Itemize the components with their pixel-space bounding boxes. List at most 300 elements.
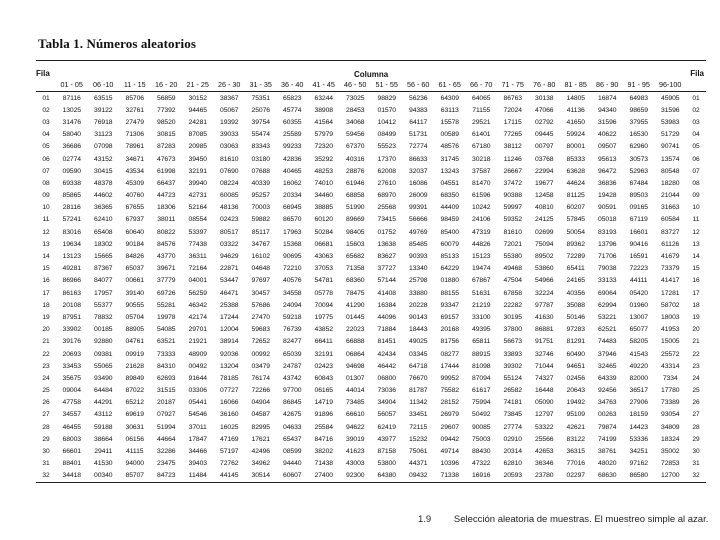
table-cell: 90416: [629, 240, 648, 248]
table-cell: 65077: [629, 326, 648, 334]
table-cell: 64983: [629, 94, 648, 102]
table-cell: 57241: [62, 216, 81, 224]
table-cell: 65408: [94, 228, 113, 236]
table-row: [36, 214, 706, 226]
table-cell: 60607: [283, 472, 302, 480]
table-cell: 15603: [346, 240, 365, 248]
table-cell: 75061: [409, 448, 428, 456]
table-cell: 03322: [220, 240, 239, 248]
table-cell: 62810: [503, 460, 522, 468]
table-cell: 34962: [251, 460, 270, 468]
table-cell: 36346: [535, 460, 554, 468]
table-cell: 76739: [283, 326, 302, 334]
table-cell: 16448: [535, 387, 554, 395]
row-values: [56, 119, 686, 126]
table-row: [36, 190, 706, 202]
table-cell: 85485: [409, 240, 428, 248]
table-cell: 70003: [251, 204, 270, 212]
table-cell: 69726: [157, 289, 176, 297]
table-row: [36, 153, 706, 165]
table-cell: 94629: [220, 253, 239, 261]
table-cell: 59218: [283, 313, 302, 321]
row-number-right: 04: [692, 131, 700, 139]
table-cell: 90695: [283, 253, 302, 261]
table-cell: 69619: [125, 411, 144, 419]
table-cell: 19428: [598, 192, 617, 200]
row-number-right: 16: [692, 277, 700, 285]
row-values: [56, 411, 686, 418]
table-cell: 13123: [62, 253, 81, 261]
table-row: [36, 445, 706, 457]
table-cell: 05441: [188, 399, 207, 407]
table-cell: 63113: [440, 106, 459, 114]
table-cell: 49769: [409, 228, 428, 236]
table-cell: 41630: [535, 313, 554, 321]
table-cell: 35292: [314, 155, 333, 163]
table-cell: 42836: [283, 155, 302, 163]
table-cell: 54085: [157, 326, 176, 334]
table-cell: 62693: [157, 374, 176, 382]
row-values: [56, 363, 686, 370]
table-cell: 83343: [251, 143, 270, 151]
table-cell: 34904: [377, 399, 396, 407]
row-values: [56, 375, 686, 382]
table-cell: 88905: [125, 326, 144, 334]
table-cell: 31476: [62, 118, 81, 126]
table-cell: 38908: [314, 106, 333, 114]
table-cell: 40810: [535, 204, 554, 212]
table-cell: 03479: [251, 362, 270, 370]
row-number-right: 30: [692, 448, 700, 456]
table-cell: 24281: [188, 118, 207, 126]
table-cell: 25798: [409, 277, 428, 285]
table-cell: 47066: [535, 106, 554, 114]
table-cell: 10412: [377, 118, 396, 126]
table-cell: 17370: [377, 155, 396, 163]
table-cell: 01880: [440, 277, 459, 285]
table-cell: 21921: [188, 338, 207, 346]
table-cell: 12458: [535, 192, 554, 200]
table-row: [36, 104, 706, 116]
table-cell: 94340: [598, 106, 617, 114]
table-cell: 82000: [629, 374, 648, 382]
table-cell: 16591: [629, 253, 648, 261]
table-cell: 13340: [409, 265, 428, 273]
row-values: [56, 314, 686, 321]
table-cell: 44291: [94, 399, 113, 407]
column-group-header: Columna: [354, 70, 389, 79]
table-cell: 53397: [188, 228, 207, 236]
table-cell: 44014: [346, 387, 365, 395]
table-cell: 27774: [503, 423, 522, 431]
table-cell: 36315: [566, 448, 585, 456]
table-cell: 04551: [440, 179, 459, 187]
table-cell: 03345: [409, 350, 428, 358]
table-cell: 40316: [346, 155, 365, 163]
table-cell: 19474: [472, 265, 491, 273]
row-number-right: 18: [692, 301, 700, 309]
table-cell: 59997: [503, 204, 522, 212]
row-values: [56, 290, 686, 297]
table-cell: 39450: [188, 155, 207, 163]
row-values: [56, 399, 686, 406]
table-cell: 25589: [283, 131, 302, 139]
column-header: 06 -10: [93, 80, 114, 89]
column-header: 16 - 20: [155, 80, 178, 89]
table-cell: 60120: [314, 216, 333, 224]
row-number: 31: [42, 460, 50, 468]
table-cell: 06681: [314, 240, 333, 248]
table-cell: 13638: [377, 240, 396, 248]
table-cell: 13574: [661, 155, 680, 163]
table-cell: 53336: [629, 435, 648, 443]
table-cell: 38112: [503, 143, 522, 151]
table-cell: 78832: [94, 313, 113, 321]
column-header: 11 - 15: [123, 80, 146, 89]
table-cell: 19492: [566, 399, 585, 407]
row-number: 26: [42, 399, 50, 407]
table-cell: 18306: [157, 204, 176, 212]
table-cell: 88915: [472, 350, 491, 358]
table-cell: 47673: [157, 155, 176, 163]
table-cell: 55281: [157, 301, 176, 309]
row-number-right: 31: [692, 460, 700, 468]
table-cell: 75094: [535, 240, 554, 248]
table-cell: 05778: [314, 289, 333, 297]
row-number: 04: [42, 131, 50, 139]
table-cell: 39403: [188, 460, 207, 468]
row-number-right: 01: [692, 94, 700, 102]
table-cell: 20187: [157, 399, 176, 407]
table-cell: 78185: [220, 374, 239, 382]
table-cell: 15665: [94, 253, 113, 261]
table-cell: 33880: [409, 289, 428, 297]
table-cell: 05704: [125, 313, 144, 321]
table-cell: 13007: [629, 313, 648, 321]
table-row: [36, 409, 706, 421]
row-number-right: 22: [692, 350, 700, 358]
table-cell: 64229: [440, 265, 459, 273]
table-row: [36, 141, 706, 153]
table-cell: 39140: [125, 289, 144, 297]
row-values: [56, 95, 686, 102]
table-cell: 41408: [377, 289, 396, 297]
table-cell: 65039: [283, 350, 302, 358]
row-number: 16: [42, 277, 50, 285]
table-cell: 09442: [440, 435, 459, 443]
row-number-right: 26: [692, 399, 700, 407]
table-cell: 86881: [535, 326, 554, 334]
table-cell: 56666: [409, 216, 428, 224]
table-cell: 55380: [503, 253, 522, 261]
table-cell: 05420: [629, 289, 648, 297]
table-cell: 84716: [314, 435, 333, 443]
table-cell: 28876: [346, 167, 365, 175]
row-number-right: 02: [692, 106, 700, 114]
table-cell: 19978: [157, 313, 176, 321]
table-cell: 72164: [188, 265, 207, 273]
table-cell: 34068: [346, 118, 365, 126]
table-cell: 60207: [566, 204, 585, 212]
table-cell: 65682: [346, 253, 365, 261]
table-cell: 19392: [220, 118, 239, 126]
table-cell: 02456: [566, 374, 585, 382]
table-row: [36, 299, 706, 311]
table-cell: 91896: [314, 411, 333, 419]
table-cell: 67484: [629, 179, 648, 187]
table-cell: 71155: [472, 106, 491, 114]
table-cell: 39754: [251, 118, 270, 126]
table-cell: 16916: [472, 472, 491, 480]
table-cell: 60355: [283, 118, 302, 126]
table-cell: 07727: [220, 387, 239, 395]
table-cell: 41290: [346, 301, 365, 309]
table-cell: 53221: [598, 313, 617, 321]
table-cell: 37779: [157, 277, 176, 285]
table-cell: 32746: [535, 350, 554, 358]
table-cell: 81610: [220, 155, 239, 163]
table-row: [36, 336, 706, 348]
table-cell: 99391: [409, 204, 428, 212]
table-row: [36, 421, 706, 433]
row-values: [56, 302, 686, 309]
table-cell: 32465: [598, 362, 617, 370]
table-cell: 33902: [62, 326, 81, 334]
table-cell: 94622: [346, 423, 365, 431]
table-cell: 08554: [188, 216, 207, 224]
table-cell: 71706: [598, 253, 617, 261]
row-number-right: 05: [692, 143, 700, 151]
table-cell: 75003: [472, 435, 491, 443]
table-cell: 34418: [62, 472, 81, 480]
table-cell: 29411: [94, 448, 113, 456]
row-number-right: 27: [692, 411, 700, 419]
table-cell: 41953: [661, 326, 680, 334]
column-header: 36 - 40: [281, 80, 304, 89]
table-cell: 56259: [188, 289, 207, 297]
row-values: [56, 424, 686, 431]
table-cell: 35088: [566, 301, 585, 309]
table-cell: 52963: [629, 167, 648, 175]
table-cell: 41115: [126, 448, 144, 456]
table-cell: 17847: [188, 435, 207, 443]
table-cell: 90388: [503, 192, 522, 200]
table-cell: 79874: [598, 423, 617, 431]
table-cell: 09445: [535, 131, 554, 139]
table-cell: 28152: [440, 399, 459, 407]
table-cell: 33451: [409, 411, 428, 419]
table-cell: 71358: [346, 265, 365, 273]
table-cell: 86570: [283, 216, 302, 224]
table-cell: 05067: [220, 106, 239, 114]
row-number: 14: [42, 253, 50, 261]
table-cell: 49395: [472, 326, 491, 334]
table-cell: 30138: [535, 94, 554, 102]
table-cell: 48909: [188, 350, 207, 358]
table-cell: 92456: [598, 387, 617, 395]
table-cell: 62410: [94, 216, 113, 224]
table-cell: 58040: [62, 131, 81, 139]
table-cell: 42675: [283, 411, 302, 419]
table-cell: 83193: [598, 228, 617, 236]
table-cell: 16874: [598, 94, 617, 102]
table-cell: 30218: [472, 155, 491, 163]
row-values: [56, 180, 686, 187]
table-cell: 60079: [440, 240, 459, 248]
table-cell: 49281: [62, 265, 81, 273]
table-cell: 64117: [409, 118, 428, 126]
table-cell: 64718: [409, 362, 428, 370]
table-cell: 48020: [598, 460, 617, 468]
table-cell: 80517: [220, 228, 239, 236]
table-cell: 34809: [661, 423, 680, 431]
table-cell: 32191: [188, 167, 207, 175]
table-cell: 94440: [283, 460, 302, 468]
table-cell: 37727: [377, 265, 396, 273]
table-cell: 54781: [314, 277, 333, 285]
table-cell: 82995: [251, 423, 270, 431]
table-cell: 40465: [283, 167, 302, 175]
table-cell: 91751: [535, 338, 554, 346]
table-cell: 02699: [535, 228, 554, 236]
table-cell: 80001: [566, 143, 585, 151]
table-cell: 83627: [377, 253, 396, 261]
table-row: [36, 226, 706, 238]
table-cell: 69064: [598, 289, 617, 297]
table-cell: 65437: [283, 435, 302, 443]
table-cell: 01307: [346, 374, 365, 382]
table-cell: 60085: [220, 192, 239, 200]
table-cell: 32761: [125, 106, 144, 114]
table-cell: 49025: [409, 338, 428, 346]
table-cell: 72223: [629, 265, 648, 273]
table-cell: 10396: [440, 460, 459, 468]
table-cell: 44602: [94, 192, 113, 200]
column-header: 31 - 35: [249, 80, 272, 89]
table-cell: 17621: [251, 435, 270, 443]
table-cell: 33453: [62, 362, 81, 370]
table-cell: 84826: [125, 253, 144, 261]
table-cell: 12004: [220, 326, 239, 334]
table-cell: 05090: [535, 399, 554, 407]
table-cell: 92300: [346, 472, 365, 480]
table-cell: 86580: [629, 472, 648, 480]
row-values: [56, 338, 686, 345]
table-cell: 72320: [314, 143, 333, 151]
table-cell: 02910: [503, 435, 522, 443]
table-cell: 68003: [62, 435, 81, 443]
table-cell: 49220: [629, 362, 648, 370]
table-cell: 39019: [346, 435, 365, 443]
table-cell: 02423: [220, 216, 239, 224]
row-values: [56, 436, 686, 443]
table-cell: 71884: [377, 326, 396, 334]
row-number: 10: [42, 204, 50, 212]
table-cell: 09919: [125, 350, 144, 358]
table-cell: 90143: [409, 313, 428, 321]
table-cell: 47319: [472, 228, 491, 236]
table-cell: 32286: [157, 448, 176, 456]
table-cell: 61946: [346, 179, 365, 187]
table-cell: 24094: [283, 301, 302, 309]
table-cell: 48576: [440, 143, 459, 151]
table-cell: 71438: [314, 460, 333, 468]
table-cell: 07688: [251, 167, 270, 175]
table-cell: 25572: [661, 350, 680, 358]
table-cell: 80548: [661, 167, 680, 175]
table-cell: 85133: [440, 253, 459, 261]
table-cell: 27470: [251, 313, 270, 321]
column-header: 46 - 50: [344, 80, 367, 89]
table-cell: 38914: [220, 338, 239, 346]
table-cell: 34557: [62, 411, 81, 419]
table-cell: 54546: [188, 411, 207, 419]
table-cell: 60490: [566, 350, 585, 358]
table-cell: 67937: [125, 216, 144, 224]
table-cell: 16102: [251, 253, 270, 261]
table-cell: 91644: [188, 374, 207, 382]
table-cell: 78475: [346, 289, 365, 297]
table-cell: 15578: [440, 118, 459, 126]
table-cell: 64065: [472, 94, 491, 102]
table-cell: 16384: [377, 301, 396, 309]
table-cell: 62419: [377, 423, 396, 431]
table-cell: 26009: [409, 192, 428, 200]
table-cell: 04001: [188, 277, 207, 285]
table-cell: 73485: [346, 399, 365, 407]
row-values: [56, 216, 686, 223]
table-cell: 29521: [472, 118, 491, 126]
table-cell: 85865: [62, 192, 81, 200]
table-cell: 61596: [472, 192, 491, 200]
table-cell: 39302: [503, 362, 522, 370]
row-number: 18: [42, 301, 50, 309]
table-cell: 08277: [440, 350, 459, 358]
row-values: [56, 192, 686, 199]
table-cell: 55124: [503, 374, 522, 382]
table-cell: 90591: [598, 204, 617, 212]
table-cell: 48253: [314, 167, 333, 175]
table-cell: 90184: [125, 240, 144, 248]
table-cell: 66601: [62, 448, 81, 456]
table-cell: 34671: [125, 155, 144, 163]
table-row: [36, 129, 706, 141]
table-cell: 36160: [220, 411, 239, 419]
row-number-right: 25: [692, 387, 700, 395]
row-number: 17: [42, 289, 50, 297]
table-cell: 87094: [472, 374, 491, 382]
table-cell: 73389: [661, 399, 680, 407]
table-cell: 42434: [377, 350, 396, 358]
table-cell: 72289: [566, 253, 585, 261]
table-cell: 34767: [251, 240, 270, 248]
table-cell: 20593: [503, 472, 522, 480]
table-cell: 19677: [535, 179, 554, 187]
table-row: [36, 238, 706, 250]
table-cell: 24165: [566, 277, 585, 285]
table-row: [36, 275, 706, 287]
table-cell: 36365: [94, 204, 113, 212]
row-number: 13: [42, 240, 50, 248]
table-cell: 59683: [251, 326, 270, 334]
table-cell: 15368: [283, 240, 302, 248]
table-cell: 81787: [409, 387, 428, 395]
table-row: [36, 324, 706, 336]
table-cell: 81291: [566, 338, 585, 346]
table-cell: 94465: [188, 106, 207, 114]
table-cell: 44145: [220, 472, 239, 480]
table-cell: 43534: [125, 167, 144, 175]
